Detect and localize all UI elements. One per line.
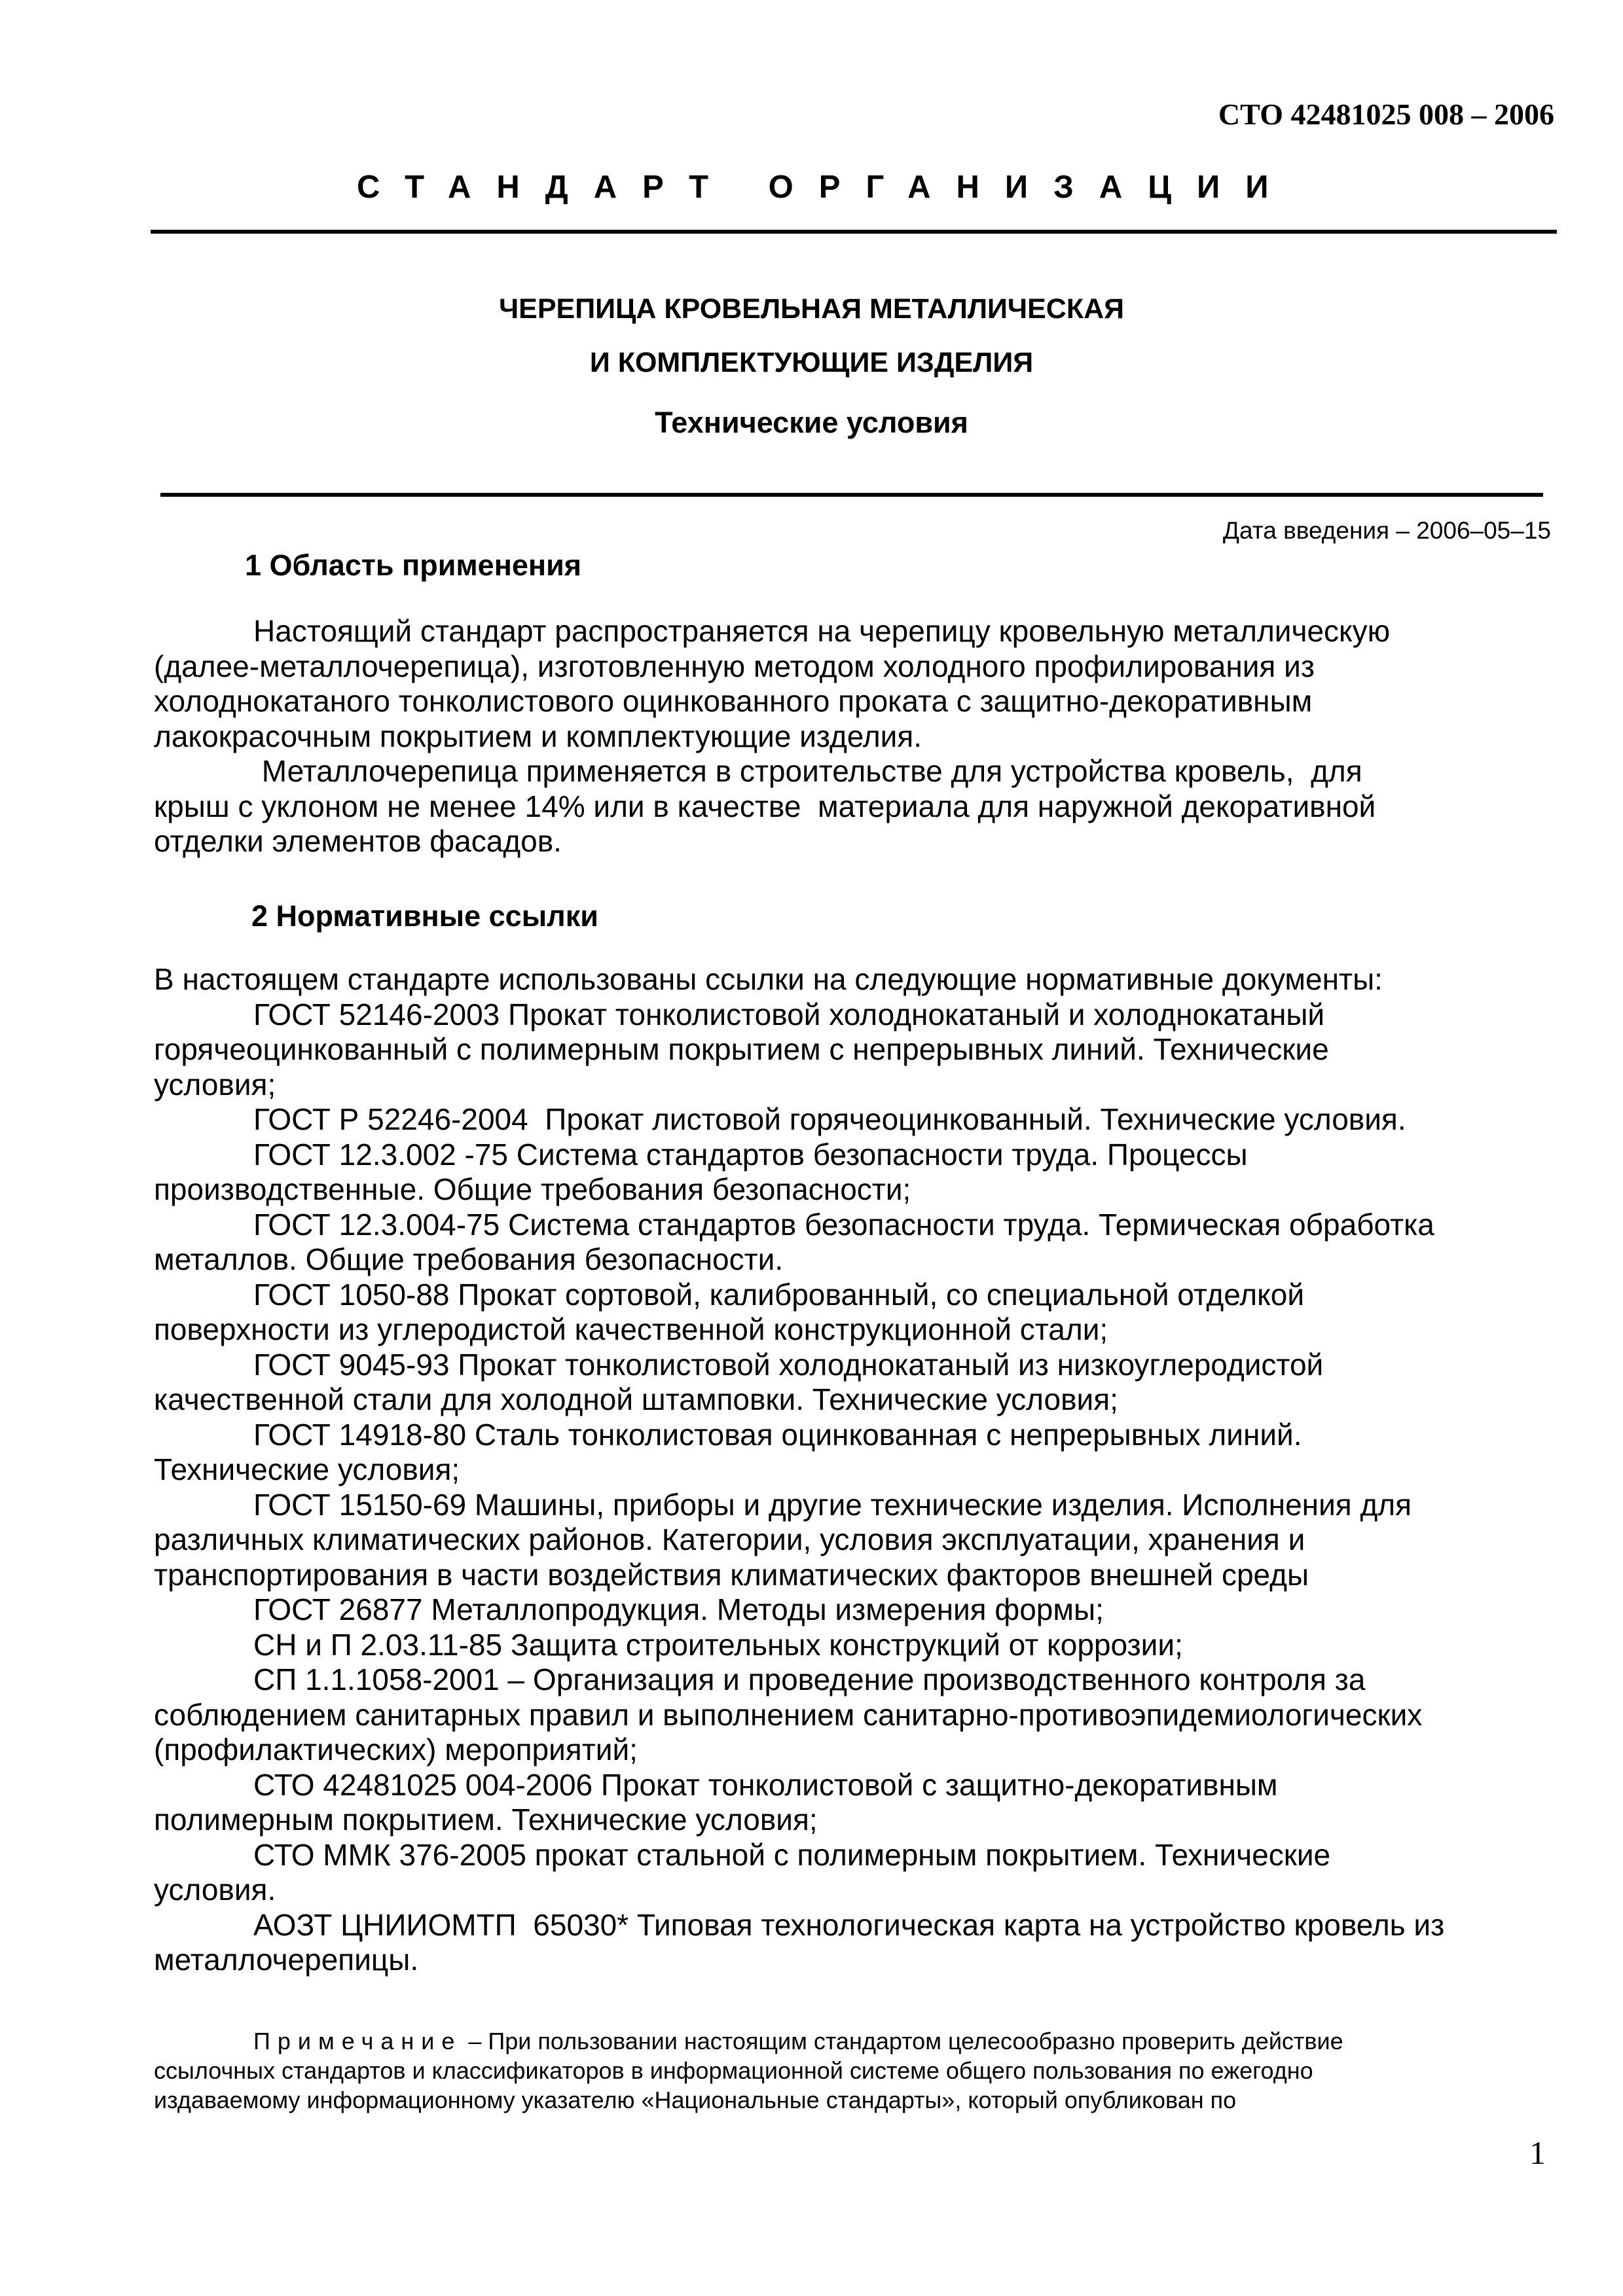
text-line: (далее-металлочерепица), изготовленную методом холодного профилирования из [154, 649, 1315, 683]
reference-line: СТО ММК 376-2005 прокат стальной с полимерным покрытием. Технические [253, 1837, 1331, 1872]
note-line: ссылочных стандартов и классификаторов в информационной системе общего пользования по ежегодно [154, 2057, 1313, 2084]
text-line: отделки элементов фасадов. [154, 824, 562, 858]
text-line: Настоящий стандарт распространяется на черепицу кровельную металлическую [253, 614, 1391, 648]
note-label: Примечание [253, 2028, 462, 2054]
note-line: издаваемому информационному указателю «Национальные стандарты», который опубликован по [154, 2087, 1237, 2113]
text-line: металлов. Общие требования безопасности. [154, 1242, 784, 1276]
text-line: Технические условия; [154, 1452, 460, 1486]
text-line: условия; [154, 1067, 276, 1102]
reference-line: ГОСТ 15150-69 Машины, приборы и другие технические изделия. Исполнения для [253, 1487, 1412, 1522]
reference-note [154, 2026, 1343, 2115]
reference-line: ГОСТ 26877 Металлопродукция. Методы измерения формы; [253, 1592, 1104, 1626]
text-line: условия. [154, 1873, 276, 1907]
text-line: металлочерепицы. [154, 1943, 419, 1977]
header-rule [151, 230, 1557, 234]
section-2-body [154, 962, 1444, 1978]
note-text: – При пользовании настоящим стандартом целесообразно проверить действие [462, 2028, 1343, 2054]
text-line: Металлочерепица применяется в строительстве для устройства кровель, для [253, 754, 1362, 788]
title-rule [160, 493, 1543, 497]
reference-line: СТО 42481025 004-2006 Прокат тонколистовой с защитно-декоративным [253, 1767, 1278, 1802]
section-2-heading: 2 Нормативные ссылки [251, 899, 598, 933]
reference-line: ГОСТ 12.3.004-75 Система стандартов безопасности труда. Термическая обработка [253, 1207, 1434, 1242]
text-line: холоднокатаного тонколистового оцинкованного проката с защитно-декоративным [154, 684, 1313, 718]
reference-line: ГОСТ 1050-88 Прокат сортовой, калиброванный, со специальной отделкой [253, 1277, 1305, 1312]
text-line: качественной стали для холодной штамповки. Технические условия; [154, 1382, 1118, 1416]
text-line: В настоящем стандарте использованы ссылки на следующие нормативные документы: [154, 962, 1383, 996]
reference-line: ГОСТ 14918-80 Сталь тонколистовая оцинкованная с непрерывных линий. [253, 1417, 1302, 1452]
text-line: лакокрасочным покрытием и комплектующие изделия. [154, 719, 922, 753]
reference-line: ГОСТ Р 52246-2004 Прокат листовой горячеоцинкованный. Технические условия. [253, 1102, 1406, 1136]
section-1-body [154, 614, 1390, 859]
reference-line: СП 1.1.1058-2001 – Организация и проведение производственного контроля за [253, 1662, 1366, 1696]
organization-standard-title: СТАНДАРТ ОРГАНИЗАЦИИ [357, 170, 1294, 205]
note-first-line [154, 2026, 1343, 2056]
reference-line: АОЗТ ЦНИИОМТП 65030* Типовая технологическая карта на устройство кровель из [253, 1907, 1445, 1942]
reference-line: ГОСТ 9045-93 Прокат тонколистовой холоднокатаный из низкоуглеродистой [253, 1347, 1324, 1382]
document-code: СТО 42481025 008 – 2006 [1218, 98, 1554, 131]
text-line: соблюдением санитарных правил и выполнением санитарно-противоэпидемиологических [154, 1697, 1423, 1732]
document-title-line-2: И КОМПЛЕКТУЮЩИЕ ИЗДЕЛИЯ [589, 347, 1034, 378]
reference-line: ГОСТ 52146-2003 Прокат тонколистовой холоднокатаный и холоднокатаный [253, 997, 1325, 1031]
text-line: различных климатических районов. Категории, условия эксплуатации, хранения и [154, 1522, 1305, 1556]
document-title-line-1: ЧЕРЕПИЦА КРОВЕЛЬНАЯ МЕТАЛЛИЧЕСКАЯ [498, 293, 1125, 325]
text-line: поверхности из углеродистой качественной конструкционной стали; [154, 1312, 1108, 1346]
reference-line: ГОСТ 12.3.002 -75 Система стандартов безопасности труда. Процессы [253, 1137, 1248, 1172]
text-line: транспортирования в части воздействия климатических факторов внешней среды [154, 1557, 1309, 1592]
page-number: 1 [1529, 2134, 1546, 2171]
introduction-date: Дата введения – 2006–05–15 [1222, 517, 1551, 544]
text-line: крыш с уклоном не менее 14% или в качестве материала для наружной декоративной [154, 789, 1376, 823]
text-line: (профилактических) мероприятий; [154, 1732, 638, 1767]
text-line: полимерным покрытием. Технические условия; [154, 1803, 818, 1837]
text-line: горячеоцинкованный с полимерным покрытием с непрерывных линий. Технические [154, 1032, 1329, 1066]
section-1-heading: 1 Область применения [245, 548, 582, 582]
document-subtitle: Технические условия [655, 406, 968, 439]
reference-line: СН и П 2.03.11-85 Защита строительных конструкций от коррозии; [253, 1627, 1183, 1662]
text-line: производственные. Общие требования безопасности; [154, 1172, 911, 1206]
